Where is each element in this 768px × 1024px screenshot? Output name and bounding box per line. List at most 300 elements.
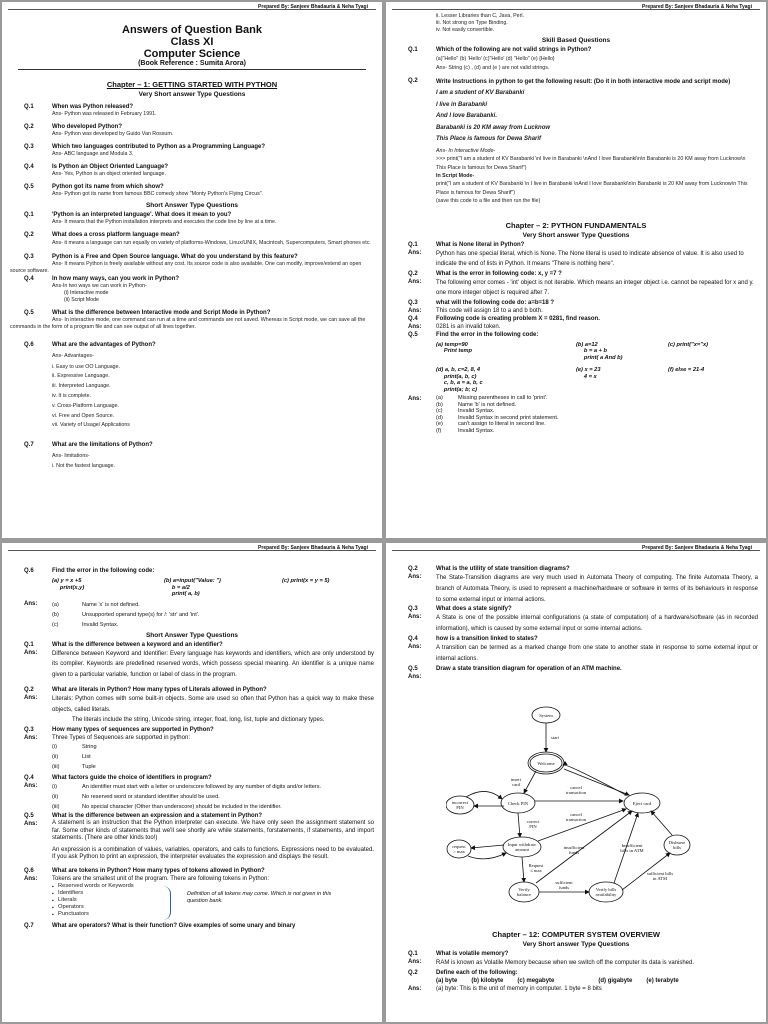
advantages-list (2, 363, 382, 432)
label-cancel: cancel (570, 812, 582, 817)
item-marker: (b) (52, 611, 59, 618)
list-item: v. Cross-Platform Language. (52, 402, 120, 409)
answer-text: Python has one special literal, which is None. The None literal is used to indicate absence of value. It is also used to indicate the end of lists in Python. It means "There is nothing here". (436, 250, 744, 267)
answer-text: A State is one of the possible internal configurations (a state of computation) of a hardware/software (as in recorded information), which is caused by some external input or some internal actions. (436, 615, 758, 633)
question-number: Q.2 (408, 969, 418, 976)
output-line: I am a student of KV Barabanki (436, 90, 525, 96)
answer: In Script Mode- (436, 172, 475, 179)
question-text: Find the error in the following code: (52, 568, 155, 574)
label-request-max: > max (453, 849, 465, 854)
list-item: ii. Lesser Libraries than C, Java, Perl. (436, 13, 525, 19)
item-marker: (a) (436, 395, 443, 401)
answer-label: Ans: (24, 600, 38, 607)
answer-text: A statement is an instruction that the Python interpreter can execute. We have only seen the assignment statement so far. Some other kinds of statements that we'll see shortly are while statements, forstatements, if statements, and import statements. (There are other kinds too!) (52, 820, 374, 842)
doc-reference: (Book Reference : Sumita Arora) (138, 60, 246, 67)
option: (b) kilobyte (471, 977, 504, 984)
answer (2, 715, 382, 726)
section-title: Short Answer Type Questions (145, 202, 239, 209)
item-marker: (b) (436, 401, 443, 408)
page-header: Prepared By: Sanjeev Bhadauria & Neha Tyagi (392, 543, 760, 551)
note: Definition of all tokens may come. Which is not given in this question bank. (187, 890, 332, 904)
label-bills: bills (673, 845, 681, 850)
answer (386, 985, 766, 993)
label-bills-atm: bills in ATM (620, 848, 644, 853)
question-text: What does a state signify? (436, 606, 512, 613)
question-number: Q.2 (408, 566, 418, 572)
question (386, 565, 766, 573)
options: (a)"Hello" (b) 'Hello' (c)"Hello' (d) "Hello" (e) {Hello} (436, 56, 555, 62)
label-request-le: Request (528, 863, 544, 868)
question-text: What is the error in following code: x, y =7 ? (436, 270, 562, 277)
label-in-atm: in ATM (652, 876, 668, 881)
question-number: Q.2 (24, 232, 34, 238)
list-item: vi. Free and Open Source. (52, 412, 115, 419)
answer: Ans- In Interactive Mode- (436, 147, 496, 154)
answer-list (386, 395, 766, 435)
code-grid (2, 578, 382, 598)
answer (386, 278, 766, 299)
question (386, 315, 766, 323)
question (2, 341, 382, 349)
question-number: Q.2 (408, 78, 418, 84)
question (2, 867, 382, 875)
list-item: iv. It is complete. (52, 392, 92, 399)
question-text: In how many ways, can you work in Python? (52, 276, 180, 282)
answer-item (2, 802, 382, 812)
question (2, 163, 382, 171)
answer-label: Ans: (408, 574, 422, 580)
label-insert: insert (510, 777, 522, 782)
question (386, 950, 766, 958)
question (386, 46, 766, 54)
answer-item (386, 395, 766, 402)
label-verify-bills: Verify bills (595, 887, 617, 892)
answer-text: Three Types of Sequences are supported in python: (52, 735, 190, 742)
label-welcome: Welcome (537, 761, 555, 766)
label-input: Input withdraw (507, 842, 537, 847)
answer-label: Ans: (24, 735, 38, 742)
question-number: Q.3 (24, 144, 34, 150)
question-text: Is Python an Object Oriented Language? (52, 164, 169, 170)
question-text: Python got its name from which show? (52, 184, 164, 190)
question-text: 'Python is an interpreted language'. What does it mean to you? (52, 212, 232, 218)
question-number: Q.2 (408, 270, 418, 277)
answer (386, 249, 766, 270)
code: >>> print("I am a student of KV Barabanki \nI live in Barabanki \nAnd I love Barabanki\n\n Barabanki is 20 KM away from Lucknow\n This Place is famous for Dewa Sharif") (436, 155, 746, 171)
options (386, 977, 766, 985)
question-number: Q.1 (408, 241, 418, 248)
question-number: Q.2 (24, 124, 34, 130)
answer-text: The following error comes - 'int' object is not iterable. Which means an integer object i.e. cannot be repeated for x and y. one more integer object is required after 7. (436, 279, 754, 296)
question (2, 922, 382, 930)
page-1 (2, 2, 382, 538)
item-text: List (82, 754, 91, 761)
item-text: Name 'x' is not defined. (82, 601, 140, 608)
item-text: Name 'b' is not defined. (458, 401, 517, 408)
item-marker: (i) (52, 744, 57, 751)
list-item: Reserved words or Keywords (58, 882, 134, 889)
answer: Ans- Python was developed by Guido Van Rossum. (52, 131, 174, 137)
question (2, 686, 382, 694)
question-number: Q.5 (408, 331, 418, 338)
list-item: Operators (58, 903, 84, 910)
item-marker: (c) (52, 621, 59, 628)
question (2, 231, 382, 239)
answer-item (386, 421, 766, 428)
item-text: Invalid Syntax. (82, 621, 119, 628)
answer-label: Ans: (408, 985, 422, 992)
item-marker: (ii) (52, 794, 59, 801)
list-item: Literals (58, 896, 77, 903)
label-disburse: Disburse (668, 840, 686, 845)
item-marker: (iii) (52, 764, 60, 771)
doc-subject: Computer Science (143, 48, 241, 60)
answer-text: An expression is a combination of values, variables, operators, and calls to functions. Expressions need to be evaluated. If you ask Python to print an expression, the interpreter evaluates the expression and displays the result. (52, 846, 374, 861)
question (2, 726, 382, 734)
item-text: An identifier must start with a letter or underscore followed by any number of digits and/or letters. (82, 784, 322, 791)
doc-class: Class XI (170, 36, 214, 48)
question-text: what will the following code do: a=b=18 ? (436, 299, 555, 306)
item-marker: (e) (436, 421, 443, 428)
answer-label: Ans: (24, 783, 38, 790)
item-marker: (a) (52, 601, 59, 608)
label-le-max: ≤ max (530, 868, 542, 873)
list-item: i. Easy to use OO Language. (52, 363, 121, 370)
brace (157, 886, 171, 920)
code-snippet: (c) print(x = y = 5) (282, 578, 330, 584)
question (386, 331, 766, 339)
question (2, 774, 382, 782)
code-snippet: (e) x = 23 4 = x (576, 367, 601, 380)
bullet-icon: ▪ (52, 890, 54, 897)
question-number: Q.5 (408, 665, 418, 672)
label-funds: funds (568, 850, 580, 855)
answer (2, 649, 382, 681)
question (386, 77, 766, 88)
label-cancel: cancel (570, 785, 582, 790)
code-snippet: (a) y = x +5 print(x,y) (52, 578, 85, 591)
note: (save this code to a file and then run the file) (436, 197, 541, 204)
answer-label: Ans: (408, 278, 422, 285)
page-3 (2, 543, 382, 1022)
question (386, 969, 766, 977)
answer (386, 307, 766, 315)
answer-label: Ans: (24, 649, 38, 656)
answer (386, 573, 766, 605)
code: print("I am a student of KV Barabanki \n I live in Barabanki \nAnd I love Barabanki\n\n Barabanki is 20 KM away from Lucknow\n This Place is famous for Dewa Sharif") (436, 180, 748, 196)
answer: Ans- String (c) , (d) and (e ) are not valid strings. (436, 65, 550, 71)
question-text: Write Instructions in python to get the following result: (Do it in both interactive mode and script mode) (436, 79, 731, 85)
question-number: Q.1 (408, 47, 418, 53)
answer-label: Ans: (408, 323, 422, 330)
list-item: vii. Variety of Usage/ Applications (52, 422, 130, 429)
question (2, 812, 382, 820)
question-text: What is the difference between Interactive mode and Script Mode in Python? (52, 309, 271, 316)
answer-item (2, 782, 382, 792)
tokens-block (2, 883, 382, 918)
item-marker: (i) (52, 784, 57, 791)
answer-label: Ans: (408, 673, 422, 680)
answer-label: Ans: (24, 875, 38, 882)
expected-output (386, 88, 766, 146)
question (2, 441, 382, 449)
label-request: request (452, 844, 466, 849)
chapter-title: Chapter – 2: PYTHON FUNDAMENTALS (505, 220, 647, 230)
question-number: Q.4 (24, 164, 34, 170)
question-text: Following code is creating problem X = 0281, find reason. (436, 315, 600, 322)
question-text: Which two languages contributed to Python as a Programming Language? (52, 144, 266, 150)
question-number: Q.2 (24, 686, 34, 693)
question (386, 299, 766, 307)
question-text: What are literals in Python? How many types of Literals allowed in Python? (52, 686, 267, 693)
question-number: Q.1 (408, 951, 418, 957)
question-text: What is None literal in Python? (436, 241, 525, 248)
answer-item (2, 600, 382, 610)
item-marker: (d) (436, 414, 443, 421)
question-text: How many types of sequences are supported in Python? (52, 727, 214, 734)
question-number: Q.7 (24, 442, 34, 449)
label-sufficient-bills: sufficient bills (646, 871, 674, 876)
question-number: Q.6 (24, 568, 34, 574)
question-number: Q.1 (24, 104, 34, 110)
option: (e) terabyte (646, 977, 679, 984)
question-text: What is the difference between a keyword and an identifier? (52, 641, 223, 648)
item-text: Unsupported operand type(s) for /: 'str' and 'int'. (82, 611, 200, 618)
label-insufficient: insufficient (563, 845, 585, 850)
question-number: Q.6 (24, 867, 34, 874)
question (2, 183, 382, 191)
answer-label: Ans: (408, 614, 422, 621)
label-eject: Eject card (632, 801, 652, 806)
question-number: Q.3 (24, 254, 34, 260)
question-text: Who developed Python? (52, 124, 122, 130)
question-number: Q.6 (24, 341, 34, 348)
answer-text: RAM is known as Volatile Memory because when we switch off the computer its data is vanished. (436, 960, 695, 966)
answer-item (386, 408, 766, 415)
question (386, 270, 766, 278)
code-snippet: (b) a=12 b = a + b print( a And b) (576, 341, 623, 361)
label-balance: balance (516, 892, 532, 897)
answer-text: The State-Transition diagrams are very much used in Automata Theory of computing. The finite Automata Theory, a branch of Automata Theory, is used to represent a machine/hardware or software in terms of its behaviours in response to some external input or internal actions. (436, 575, 758, 603)
item-marker: (ii) (52, 754, 59, 761)
output-line: I live in Barabanki (436, 101, 488, 108)
question (386, 665, 766, 673)
output-line: And I love Barabanki. (436, 113, 498, 119)
item-marker: (f) (436, 427, 442, 434)
section-title: Short Answer Type Questions (145, 631, 239, 639)
question-text: What is the utility of state transition diagrams? (436, 566, 570, 572)
question-text: What are the limitations of Python? (52, 442, 153, 449)
question-number: Q.1 (24, 641, 34, 648)
list-item: (ii) Script Mode (64, 296, 99, 303)
chapter-title: Chapter – 12: COMPUTER SYSTEM OVERVIEW (492, 930, 660, 939)
question (386, 635, 766, 643)
label-card: card (512, 782, 520, 787)
option: (c) megabyte (517, 977, 555, 984)
item-text: Invalid Syntax. (458, 427, 495, 434)
question (2, 641, 382, 649)
label-verify: Verify (518, 887, 530, 892)
bullet-icon: ▪ (52, 911, 54, 918)
answer: Ans- limitations- (52, 453, 90, 460)
bullet-icon: ▪ (52, 904, 54, 911)
item-text: can't assign to literal in second line. (458, 421, 546, 428)
question-number: Q.3 (408, 299, 418, 306)
answer-label: Ans: (24, 821, 38, 828)
answer-label: Ans: (408, 643, 422, 650)
answer-item (2, 752, 382, 762)
item-text: No special character (Other than underscore) should be included in the identifier. (82, 804, 282, 811)
label-sufficient: sufficient (555, 880, 573, 885)
label-amount: amount (515, 847, 529, 852)
label-start: start (551, 735, 559, 740)
label-availability: availability (595, 892, 617, 897)
section-title: Skill Based Questions (541, 37, 611, 44)
divider (18, 69, 366, 70)
question-number: Q.5 (24, 813, 34, 820)
question (2, 103, 382, 111)
item-marker: (iii) (52, 804, 60, 811)
page-4 (386, 543, 766, 1022)
question-number: Q.3 (24, 727, 34, 734)
question (386, 605, 766, 613)
question-number: Q.4 (408, 635, 418, 642)
answer-item (2, 792, 382, 802)
question-text: Python is a Free and Open Source language. What do you understand by this feature? (52, 254, 298, 260)
answer (386, 958, 766, 969)
list-item: ii. Expressive Language. (52, 373, 110, 380)
answer-item (386, 415, 766, 422)
answer-label: Ans: (408, 249, 422, 256)
answer-item (386, 402, 766, 409)
code-snippet: (a) temp=90 Print temp (436, 341, 473, 354)
label-correct: correct (526, 819, 540, 824)
answer (2, 875, 382, 883)
answer-text: This code will assign 18 to a and b both. (436, 307, 543, 314)
question (2, 143, 382, 151)
list-item: Punctuators (58, 910, 89, 917)
answer-label: Ans: (408, 307, 422, 314)
answer (386, 613, 766, 635)
answer-text: Literals: Python comes with some built-in objects. Some are used so often that Python has a quick way to make these objects, called literals. (52, 695, 374, 713)
answer-item (386, 428, 766, 435)
answer-list (2, 600, 382, 630)
question-text: Which of the following are not valid strings in Python? (436, 47, 592, 53)
answer-text: Difference between Keyword and Identifier: Every language has keywords and identifiers, which are only understood by its compiler. Keywords are predefined reserved words, which possess special meaning. An identifier is a unique name given to a particular variable, function or label of class in the program. (52, 650, 374, 679)
answer (386, 643, 766, 665)
question-text: What is the difference between an expression and a statement in Python? (52, 813, 263, 820)
question-number: Q.3 (408, 606, 418, 613)
answer: Ans- It means that the Python installation interprets and executes the code line by line at a time. (52, 219, 277, 225)
answer-text: 0281 is an invalid token. (436, 323, 501, 330)
answer-label: Ans: (24, 694, 38, 701)
section-title: Very Short answer Type Questions (522, 231, 630, 239)
doc-title: Answers of Question Bank (122, 24, 262, 36)
answer: Ans- In interactive mode, one command can run at a time and commands are not saved. Whereas in Script mode, we can save all the commands in the form of a program file and can see output of all lines together. (10, 316, 366, 330)
label-transaction: transaction (565, 817, 587, 822)
item-text: Missing parentheses in call to 'print'. (458, 395, 548, 401)
label-system: System (539, 713, 553, 718)
question (2, 275, 382, 283)
answer: Ans- ABC language and Modula 3. (52, 151, 134, 157)
label-insufficient-bills: Insufficient (621, 843, 643, 848)
question (2, 211, 382, 219)
item-text: No reserved word or standard identifier should be used. (82, 794, 220, 801)
question (2, 253, 382, 261)
label-incorrect: incorrect (451, 800, 469, 805)
answer-text: (a) byte: This is the unit of memory in computer. 1 byte = 8 bits (436, 985, 602, 992)
question-text: What are operators? What is their function? Give examples of some unary and binary (52, 922, 296, 929)
answer: Ans- Python got its name from famous BBC comedy show "Monty Python's Flying Circus". (52, 191, 264, 197)
question (386, 241, 766, 249)
page-header: Prepared By: Sanjeev Bhadauria & Neha Tyagi (392, 2, 760, 10)
bullet-icon: ▪ (52, 883, 54, 890)
question-text: how is a transition linked to states? (436, 635, 538, 642)
answer: Ans-In two ways we can work in Python- (52, 283, 147, 289)
answer (2, 694, 382, 716)
answer: Ans- It means Python is freely available without any cost. Its source code is also available. One can modify, improve/extend an open source software. (10, 261, 362, 274)
answer (2, 734, 382, 742)
answer: Ans- it means a language can run equally on variety of platforms-Windows, Linux/UNIX, Macintosh, Supercomputers, Smart phones etc. (52, 240, 371, 246)
answer (386, 323, 766, 331)
answer-item (2, 742, 382, 752)
question-text: What does a cross platform language mean? (52, 232, 180, 238)
answer-list (2, 742, 382, 772)
answer (2, 820, 382, 843)
list-item: (i) Interactive mode (64, 290, 109, 296)
list-item: i. Not the fastest language. (52, 463, 116, 470)
answer-label: Ans: (408, 959, 422, 965)
question-number: Q.4 (24, 775, 34, 782)
label-sufficient-funds: funds (558, 885, 570, 890)
page-2 (386, 2, 766, 538)
label-check-pin: Check PIN (507, 801, 529, 806)
page-header: Prepared By: Sanjeev Bhadauria & Neha Tyagi (8, 2, 376, 10)
output-line: Barabanki is 20 KM away from Lucknow (436, 124, 551, 131)
list-item: iii. Interpreted Language. (52, 383, 111, 390)
question-number: Q.4 (408, 315, 418, 322)
answer-item (2, 620, 382, 630)
chapter-title: Chapter – 1: GETTING STARTED WITH PYTHON (106, 80, 278, 89)
code-snippet: (d) a, b, c=2, 8, 4 print(a, b, c) c, b, a = a, b, c print(a; b; c) (436, 367, 483, 393)
answer (386, 673, 766, 681)
answer-text: Tokens are the smallest unit of the program. There are following tokens in Python: (52, 875, 270, 882)
output-line: This Place is famous for Dewa Sharif (436, 136, 542, 142)
answer: Ans- Advantages- (52, 352, 94, 359)
answer-label: Ans: (408, 396, 422, 402)
atm-state-diagram (446, 703, 716, 908)
question (2, 123, 382, 131)
item-marker: (c) (436, 408, 443, 415)
option: (a) byte (436, 977, 458, 984)
question-text: Find the error in the following code: (436, 331, 539, 338)
answer-text: A transition can be termed as a marked change from one state to another state in response to some external input or internal actions. (436, 644, 758, 662)
answer (2, 847, 382, 862)
item-text: String (82, 744, 97, 751)
question-text: Define each of the following: (436, 969, 518, 976)
item-text: Invalid Syntax in second print statement. (458, 414, 559, 421)
list-item: iii. Not strong on Type Binding. (436, 20, 508, 26)
label-incorrect-pin: PIN (456, 805, 464, 810)
option: (d) gigabyte (598, 977, 633, 984)
code-snippet: (c) print("x="x) (668, 341, 708, 348)
question-number: Q.1 (24, 212, 34, 218)
question-text: What are tokens in Python? How many types of tokens allowed in Python? (52, 867, 265, 874)
item-text: Invalid Syntax. (458, 408, 495, 415)
question-text: Draw a state transition diagram for operation of an ATM machine. (436, 665, 622, 672)
label-transaction: transaction (565, 790, 587, 795)
question (2, 567, 382, 575)
